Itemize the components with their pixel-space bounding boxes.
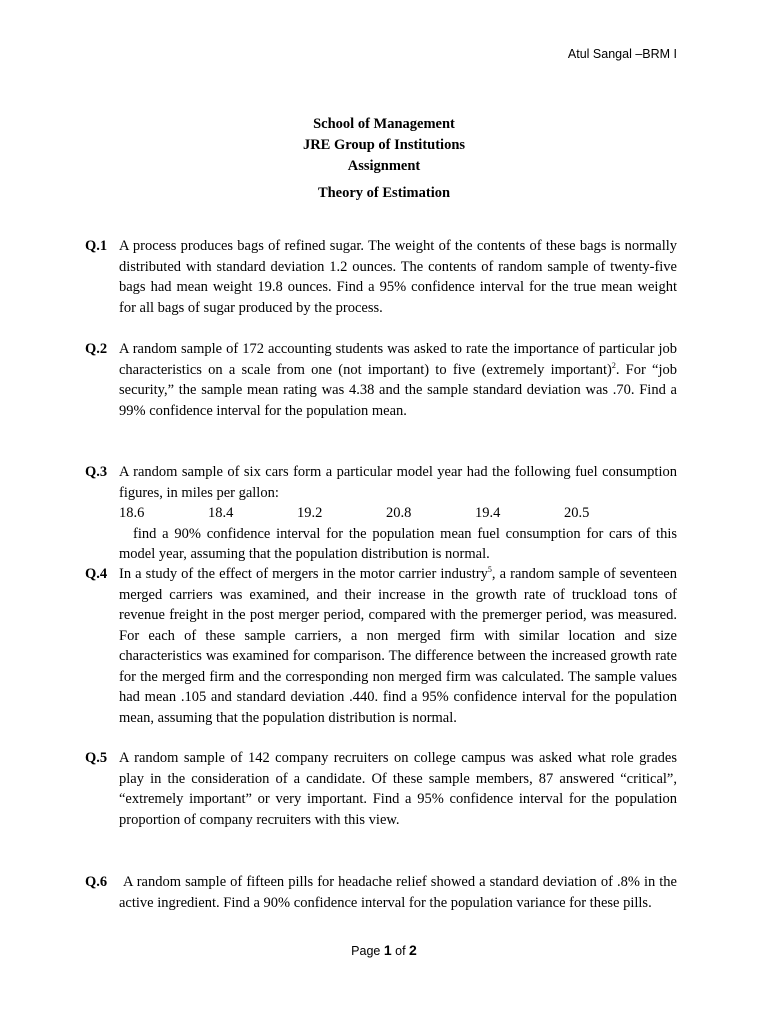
title-topic: Theory of Estimation <box>317 185 451 201</box>
question-label: Q.1 <box>85 238 108 254</box>
question-text: A random sample of six cars form a particular model year had the following fuel consumption figures, in miles per gallon: <box>119 464 677 501</box>
question-label: Q.5 <box>85 750 108 766</box>
question-label: Q.4 <box>85 566 108 582</box>
mpg-value: 18.6 <box>119 505 145 521</box>
footnote-ref: 5 <box>487 565 492 575</box>
title-block <box>0 114 768 204</box>
mpg-value: 20.8 <box>386 505 412 521</box>
question-text: A random sample of fifteen pills for headache relief showed a standard deviation of .8% in the active ingredient. Find a 90% confidence interval for the population variance for these pills. <box>119 874 677 911</box>
mpg-values <box>119 503 677 524</box>
question-label: Q.2 <box>85 341 108 357</box>
question-2 <box>85 339 677 421</box>
page-footer: Page 1 of 2 <box>351 942 417 958</box>
mpg-value: 18.4 <box>208 505 234 521</box>
question-5 <box>85 748 677 830</box>
page-total: 2 <box>409 942 417 958</box>
title-institution: JRE Group of Institutions <box>302 137 466 153</box>
mpg-value: 19.4 <box>475 505 501 521</box>
question-4 <box>85 564 677 728</box>
header-author: Atul Sangal –BRM I <box>567 47 677 61</box>
page-number: 1 <box>383 942 392 958</box>
question-3 <box>85 462 677 565</box>
question-6 <box>85 872 677 913</box>
question-label: Q.3 <box>85 464 108 480</box>
question-text: In a study of the effect of mergers in the motor carrier industry$^5$, a random sample of seventeen merged carriers was examined, and their increase in the growth rate of truckload tons of revenue freight in the post merger period, compared with the premerger period, was measured. For each of these sample carriers, a non merged firm with similar location and size characteristics was examined for comparison. The difference between the increased growth rate for the merged firm and the corresponding non merged firm was calculated. The sample values had mean .105 and standard deviation .440. find a 95% confidence interval for the population mean, assuming that the population distribution is normal. <box>119 565 677 726</box>
question-text-continued: find a 90% confidence interval for the population mean fuel consumption for cars of this model year, assuming that the population distribution is normal. <box>119 525 677 562</box>
question-text: A random sample of 172 accounting students was asked to rate the importance of particular job characteristics on a scale from one (not important) to five (extremely important)$^2$. For “job security,” the sample mean rating was 4.38 and the sample standard deviation was .70. Find a 99% confidence interval for the population mean. <box>119 341 677 419</box>
footnote-ref: 2 <box>611 360 616 370</box>
question-label: Q.6 <box>85 874 108 890</box>
question-text: A random sample of 142 company recruiters on college campus was asked what role grades play in the consideration of a candidate. Of these sample members, 87 answered “critical”, “extremely important” or very important. Find a 95% confidence interval for the population proportion of company recruiters with this view. <box>119 750 677 828</box>
mpg-value: 20.5 <box>564 505 590 521</box>
question-text: A process produces bags of refined sugar. The weight of the contents of these bags is normally distributed with standard deviation 1.2 ounces. The contents of random sample of twenty-five bags had mean weight 19.8 ounces. Find a 95% confidence interval for the true mean weight for all bags of sugar produced by the process. <box>119 238 677 316</box>
mpg-value: 19.2 <box>297 505 323 521</box>
title-school: School of Management <box>313 116 455 132</box>
question-1 <box>85 236 677 318</box>
title-assignment: Assignment <box>347 158 421 174</box>
